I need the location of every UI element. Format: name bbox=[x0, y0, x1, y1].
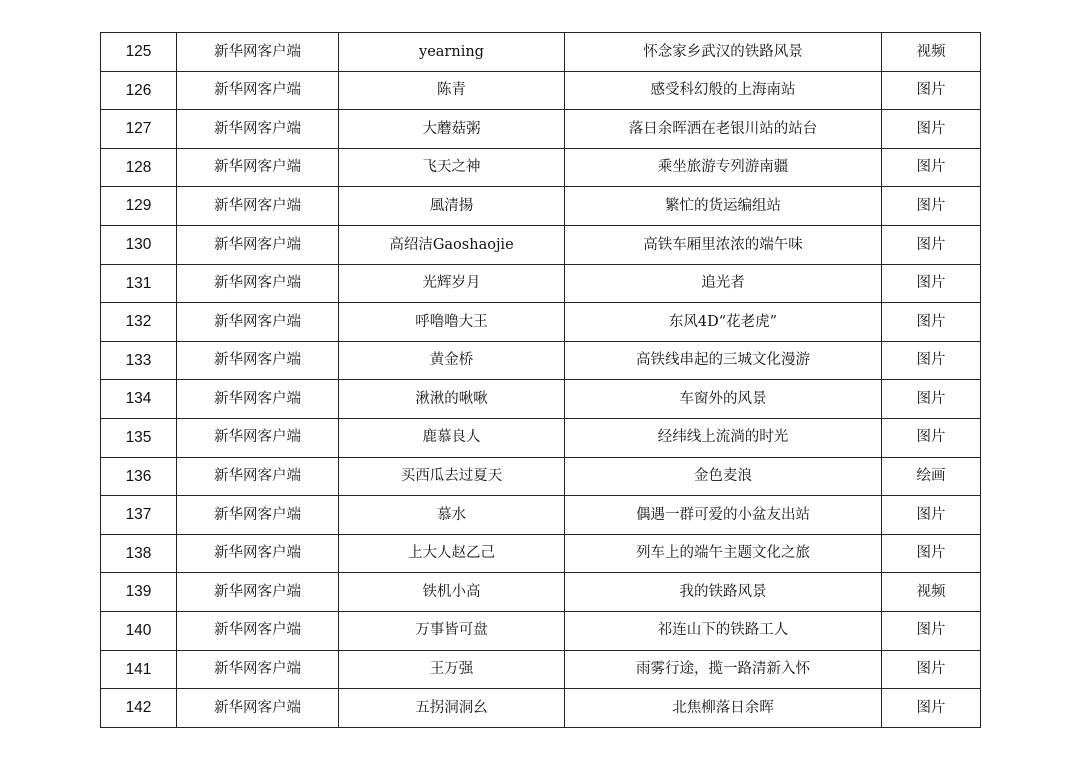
table-row bbox=[101, 496, 981, 535]
table-row bbox=[101, 71, 981, 110]
type-cell: 绘画 bbox=[882, 457, 981, 496]
row-number: 137 bbox=[101, 496, 177, 535]
table-row bbox=[101, 418, 981, 457]
table-row bbox=[101, 110, 981, 149]
author-cell: 呼噜噜大王 bbox=[339, 303, 565, 342]
title-cell: 偶遇一群可爱的小盆友出站 bbox=[565, 496, 882, 535]
table-row bbox=[101, 341, 981, 380]
table-row bbox=[101, 148, 981, 187]
row-number: 125 bbox=[101, 33, 177, 72]
table-row bbox=[101, 573, 981, 612]
author-cell: 上大人赵乙己 bbox=[339, 534, 565, 573]
type-cell: 图片 bbox=[882, 534, 981, 573]
type-cell: 图片 bbox=[882, 110, 981, 149]
title-cell: 繁忙的货运编组站 bbox=[565, 187, 882, 226]
author-cell: yearning bbox=[339, 33, 565, 72]
row-number: 138 bbox=[101, 534, 177, 573]
row-number: 130 bbox=[101, 225, 177, 264]
row-number: 133 bbox=[101, 341, 177, 380]
source-cell: 新华网客户端 bbox=[177, 71, 339, 110]
type-cell: 图片 bbox=[882, 148, 981, 187]
source-cell: 新华网客户端 bbox=[177, 380, 339, 419]
entries-table-body bbox=[101, 33, 981, 728]
title-cell: 乘坐旅游专列游南疆 bbox=[565, 148, 882, 187]
row-number: 141 bbox=[101, 650, 177, 689]
type-cell: 图片 bbox=[882, 611, 981, 650]
table-row bbox=[101, 457, 981, 496]
source-cell: 新华网客户端 bbox=[177, 225, 339, 264]
type-cell: 图片 bbox=[882, 303, 981, 342]
table-row bbox=[101, 689, 981, 728]
title-cell: 东风4D“花老虎” bbox=[565, 303, 882, 342]
author-cell: 慕水 bbox=[339, 496, 565, 535]
source-cell: 新华网客户端 bbox=[177, 418, 339, 457]
table-row bbox=[101, 611, 981, 650]
author-cell: 飞天之神 bbox=[339, 148, 565, 187]
title-cell: 高铁线串起的三城文化漫游 bbox=[565, 341, 882, 380]
row-number: 134 bbox=[101, 380, 177, 419]
row-number: 132 bbox=[101, 303, 177, 342]
source-cell: 新华网客户端 bbox=[177, 110, 339, 149]
source-cell: 新华网客户端 bbox=[177, 457, 339, 496]
row-number: 126 bbox=[101, 71, 177, 110]
author-cell: 买西瓜去过夏天 bbox=[339, 457, 565, 496]
table-row bbox=[101, 187, 981, 226]
type-cell: 图片 bbox=[882, 496, 981, 535]
author-cell: 鹿慕良人 bbox=[339, 418, 565, 457]
author-cell: 大蘑菇粥 bbox=[339, 110, 565, 149]
table-row bbox=[101, 264, 981, 303]
source-cell: 新华网客户端 bbox=[177, 689, 339, 728]
table-row bbox=[101, 33, 981, 72]
source-cell: 新华网客户端 bbox=[177, 573, 339, 612]
row-number: 139 bbox=[101, 573, 177, 612]
type-cell: 图片 bbox=[882, 71, 981, 110]
source-cell: 新华网客户端 bbox=[177, 33, 339, 72]
source-cell: 新华网客户端 bbox=[177, 264, 339, 303]
type-cell: 视频 bbox=[882, 573, 981, 612]
source-cell: 新华网客户端 bbox=[177, 187, 339, 226]
title-cell: 高铁车厢里浓浓的端午味 bbox=[565, 225, 882, 264]
source-cell: 新华网客户端 bbox=[177, 534, 339, 573]
source-cell: 新华网客户端 bbox=[177, 496, 339, 535]
type-cell: 图片 bbox=[882, 264, 981, 303]
title-cell: 我的铁路风景 bbox=[565, 573, 882, 612]
row-number: 128 bbox=[101, 148, 177, 187]
row-number: 142 bbox=[101, 689, 177, 728]
source-cell: 新华网客户端 bbox=[177, 611, 339, 650]
author-cell: 陈青 bbox=[339, 71, 565, 110]
author-cell: 五拐洞洞幺 bbox=[339, 689, 565, 728]
type-cell: 图片 bbox=[882, 418, 981, 457]
table-row bbox=[101, 303, 981, 342]
document-page bbox=[100, 32, 980, 728]
title-cell: 雨雾行途，揽一路清新入怀 bbox=[565, 650, 882, 689]
type-cell: 图片 bbox=[882, 689, 981, 728]
row-number: 136 bbox=[101, 457, 177, 496]
source-cell: 新华网客户端 bbox=[177, 148, 339, 187]
title-cell: 车窗外的风景 bbox=[565, 380, 882, 419]
table-row bbox=[101, 225, 981, 264]
type-cell: 图片 bbox=[882, 650, 981, 689]
row-number: 127 bbox=[101, 110, 177, 149]
row-number: 140 bbox=[101, 611, 177, 650]
type-cell: 图片 bbox=[882, 187, 981, 226]
table-row bbox=[101, 650, 981, 689]
type-cell: 图片 bbox=[882, 225, 981, 264]
type-cell: 图片 bbox=[882, 341, 981, 380]
author-cell: 湫湫的啾啾 bbox=[339, 380, 565, 419]
type-cell: 图片 bbox=[882, 380, 981, 419]
source-cell: 新华网客户端 bbox=[177, 650, 339, 689]
row-number: 135 bbox=[101, 418, 177, 457]
title-cell: 落日余晖洒在老银川站的站台 bbox=[565, 110, 882, 149]
table-row bbox=[101, 534, 981, 573]
title-cell: 列车上的端午主题文化之旅 bbox=[565, 534, 882, 573]
source-cell: 新华网客户端 bbox=[177, 341, 339, 380]
row-number: 129 bbox=[101, 187, 177, 226]
title-cell: 北焦柳落日余晖 bbox=[565, 689, 882, 728]
author-cell: 铁机小高 bbox=[339, 573, 565, 612]
table-row bbox=[101, 380, 981, 419]
title-cell: 怀念家乡武汉的铁路风景 bbox=[565, 33, 882, 72]
author-cell: 王万强 bbox=[339, 650, 565, 689]
author-cell: 光辉岁月 bbox=[339, 264, 565, 303]
title-cell: 祁连山下的铁路工人 bbox=[565, 611, 882, 650]
author-cell: 黄金桥 bbox=[339, 341, 565, 380]
author-cell: 万事皆可盘 bbox=[339, 611, 565, 650]
title-cell: 经纬线上流淌的时光 bbox=[565, 418, 882, 457]
title-cell: 感受科幻般的上海南站 bbox=[565, 71, 882, 110]
title-cell: 金色麦浪 bbox=[565, 457, 882, 496]
title-cell: 追光者 bbox=[565, 264, 882, 303]
author-cell: 高绍洁Gaoshaojie bbox=[339, 225, 565, 264]
type-cell: 视频 bbox=[882, 33, 981, 72]
entries-table bbox=[100, 32, 981, 728]
row-number: 131 bbox=[101, 264, 177, 303]
source-cell: 新华网客户端 bbox=[177, 303, 339, 342]
author-cell: 風清揚 bbox=[339, 187, 565, 226]
